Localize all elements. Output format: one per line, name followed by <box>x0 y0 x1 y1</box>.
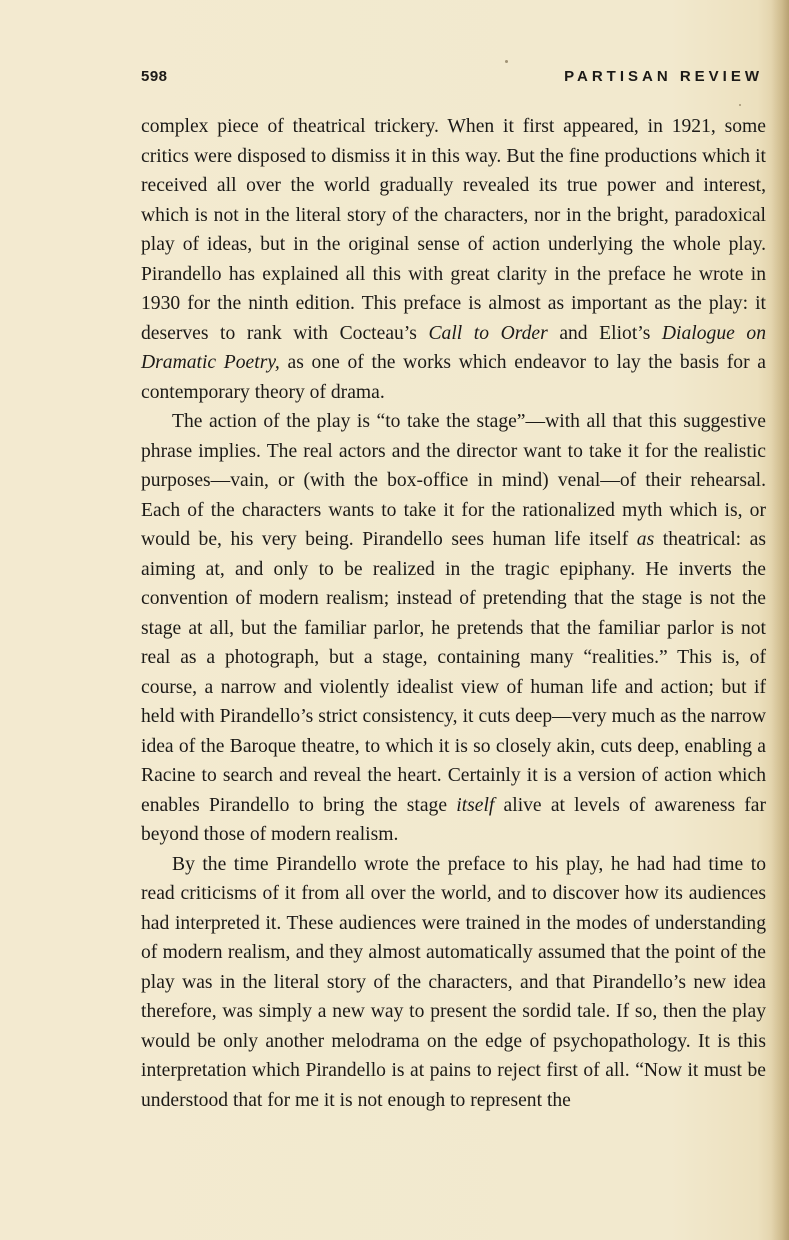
article-body <box>141 112 766 1115</box>
page-edge-shadow <box>771 0 789 1240</box>
page-number: 598 <box>141 68 168 85</box>
emphasis-as: as <box>636 529 655 550</box>
title-call-to-order: Call to Order <box>428 322 548 344</box>
paper-speck <box>739 104 741 106</box>
emphasis-itself: itself <box>456 794 495 816</box>
paragraph-1-text-a: complex piece of theatrical trickery. When it first appeared, in 1921, some critics were disposed to dismiss it in this way. But the fine productions which it received all over the world gradually revealed its true power and interest, which is not in the literal story of the characters, nor in the bright, paradoxical play of ideas, but in the original sense of action underlying the whole play. Pirandello has explained all this with great clarity in the preface he wrote in 1930 for the ninth edition. This preface is almost as important as the play: it deserves to rank with Cocteau’s <box>141 116 766 344</box>
paragraph-2-text-a: The action of the play is “to take the stage”—with all that this suggestive phrase implies. The real actors and the director want to take it for the realistic purposes—vain, or (with the box-office in mind) venal—of their rehearsal. Each of the characters wants to take it for the rationalized myth which is, or would be, his very being. Pirandello sees human life itself <box>141 411 766 550</box>
running-head <box>141 68 763 90</box>
paragraph-3-text: By the time Pirandello wrote the preface to his play, he had had time to read criticisms of it from all over the world, and to discover how its audiences had interpreted it. These audiences were trained in the modes of understanding of modern realism, and they almost automatically assumed that the point of the play was in the literal story of the characters, and that Pirandello’s new idea therefore, was simply a new way to present the sordid tale. If so, then the play would be only another melodrama on the edge of psychopathology. It is this interpretation which Pirandello is at pains to reject first of all. “Now it must be understood that for me it is not enough to represent the <box>141 853 766 1111</box>
paragraph-2 <box>141 407 766 850</box>
journal-title: PARTISAN REVIEW <box>564 68 763 85</box>
title-dialogue-on-dramatic-poetry: Dialogue on Dramatic Poetry, <box>141 322 766 373</box>
paragraph-1-text-b: and Eliot’s <box>547 322 662 344</box>
paragraph-2-text-b: theatrical: as aiming at, and only to be realized in the tragic epiphany. He inverts the convention of modern realism; instead of pretending that the stage is not the stage at all, but the familiar parlor, he pretends that the familiar parlor is not real as a photograph, but a stage, containing many “realities.” This is, of course, a narrow and violently idealist view of human life and action; but if held with Pirandello’s strict consistency, it cuts deep—very much as the narrow idea of the Baroque theatre, to which it is so closely akin, cuts deep, enabling a Racine to search and reveal the heart. Certainly it is a version of action which enables Pirandello to bring the stage <box>141 529 766 816</box>
paragraph-3 <box>141 850 766 1116</box>
paper-speck <box>505 60 508 63</box>
paragraph-2-text-c: alive at levels of awareness far beyond those of modern realism. <box>141 794 767 845</box>
paragraph-1-text-c: as one of the works which endeavor to lay the basis for a contemporary theory of drama. <box>141 352 767 403</box>
paragraph-1 <box>141 112 766 407</box>
